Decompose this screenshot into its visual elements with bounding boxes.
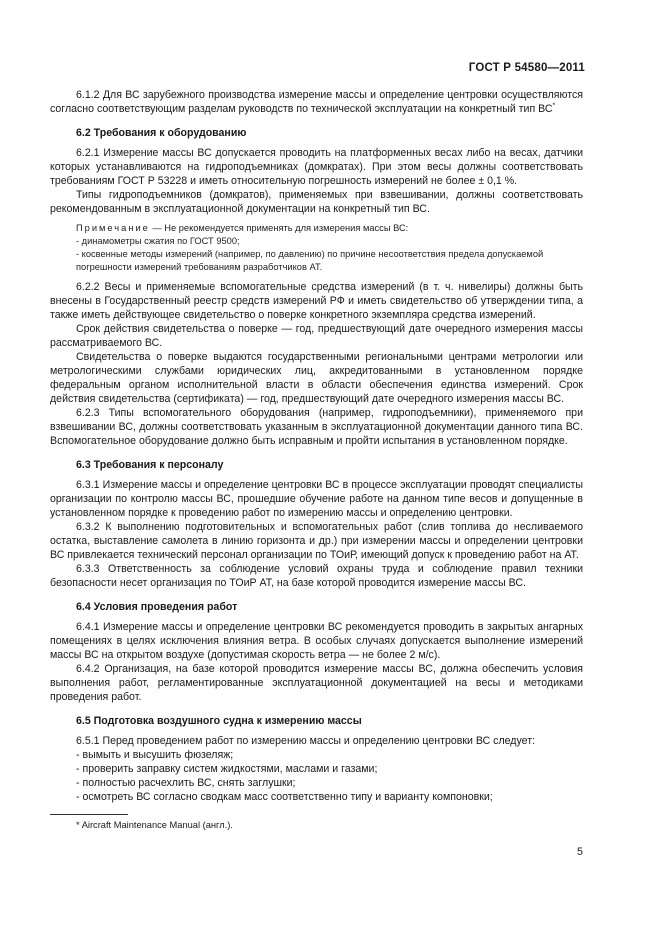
para-jacks-text: Типы гидроподъемников (домкратов), применяемых при взвешивании, должны соответствовать рекомендованным в эксплуатационной документации на конкретный тип ВС.	[50, 189, 583, 215]
para-6-2-3	[50, 406, 583, 448]
note-label: Примечание	[76, 223, 150, 233]
para-6-3-2-text: 6.3.2 К выполнению подготовительных и вспомогательных работ (слив топлива до несливаемого остатка, выставление самолета в линию горизонта и др.) при измерении массы и определении центровки ВС привлекается технический персонал организации по ТОиР, имеющий допуск к проведению работ на АТ.	[50, 521, 583, 561]
para-6-3-2	[50, 520, 583, 562]
para-6-2-1-text: 6.2.1 Измерение массы ВС допускается проводить на платформенных весах либо на весах, датчики которых устанавливаются на гидроподъемниках (домкратах). При этом весы должны соответствовать требованиям ГОСТ Р 53228 и иметь относительную погрешность измерений не более ± 0,1 %.	[50, 147, 583, 187]
para-6-5-1	[50, 734, 583, 748]
bullet-covers-text: - полностью расчехлить ВС, снять заглушки;	[76, 777, 296, 789]
para-6-1-2-text: 6.1.2 Для ВС зарубежного производства измерение массы и определение центровки осуществляются согласно соответствующим разделам руководств по технической эксплуатации на конкретный тип ВС	[50, 89, 583, 115]
page-number: 5	[577, 846, 583, 858]
para-validity	[50, 322, 583, 350]
para-jacks	[50, 188, 583, 216]
bullet-fluids-text: - проверить заправку систем жидкостями, маслами и газами;	[76, 763, 378, 775]
bullet-fuselage-text: - вымыть и высушить фюзеляж;	[76, 749, 234, 761]
note-item: - косвенные методы измерений (например, по давлению) по причине несоответствия предела допускаемой погрешности измерений требованиям разработчиков АТ.	[76, 249, 544, 272]
note-lead-text: — Не рекомендуется применять для измерения массы ВС:	[149, 223, 409, 233]
para-6-3-1	[50, 478, 583, 520]
para-6-1-2	[50, 88, 583, 116]
para-6-3-1-text: 6.3.1 Измерение массы и определение центровки ВС в процессе эксплуатации проводят специалисты организации по контролю массы ВС, прошедшие обучение работе на данном типе весов и допущенные в установленном порядке к проведению работ по измерению массы и определению центровки.	[50, 479, 583, 519]
note-item: - динамометры сжатия по ГОСТ 9500;	[76, 236, 240, 246]
bullet-covers	[50, 776, 583, 790]
document-body	[50, 88, 583, 832]
note-block	[50, 222, 583, 274]
bullet-inspect-text: - осмотреть ВС согласно сводкам масс соответственно типу и варианту компоновки;	[76, 791, 493, 803]
para-validity-text: Срок действия свидетельства о поверке — год, предшествующий дате очередного измерения массы рассматриваемого ВС.	[50, 323, 583, 349]
footnote-separator	[50, 814, 128, 815]
para-6-4-2	[50, 662, 583, 704]
para-certificate	[50, 350, 583, 406]
para-6-3-3-text: 6.3.3 Ответственность за соблюдение условий охраны труда и соблюдение правил техники безопасности несет организация по ТОиР АТ, на базе которой проводится измерение массы ВС.	[50, 563, 583, 589]
para-6-4-2-text: 6.4.2 Организация, на базе которой проводится измерение массы ВС, должна обеспечить условия выполнения работ, регламентированные эксплуатационной документацией на весы и методиками проведения работ.	[50, 663, 583, 703]
heading-6-2	[76, 126, 583, 140]
para-6-2-2-text: 6.2.2 Весы и применяемые вспомогательные средства измерений (в т. ч. нивелиры) должны быть внесены в Государственный реестр средств измерений РФ и иметь свидетельство об утверждении типа, а также иметь действующее свидетельство о поверке конкретного экземпляра средства измерений.	[50, 281, 583, 321]
bullet-fluids	[50, 762, 583, 776]
heading-6-4-text: 6.4 Условия проведения работ	[76, 601, 238, 613]
para-6-2-3-text: 6.2.3 Типы вспомогательного оборудования (например, гидроподъемники), применяемого при взвешивании ВС, должны соответствовать указанным в эксплуатационной документации данного типа ВС. Вспомогательное оборудование должно быть исправным и пройти испытания в установленном порядке.	[50, 407, 583, 447]
heading-6-5-text: 6.5 Подготовка воздушного судна к измерению массы	[76, 715, 362, 727]
document-code: ГОСТ Р 54580—2011	[468, 62, 585, 74]
heading-6-4	[76, 600, 583, 614]
note-lead	[50, 222, 583, 235]
footnote: * Aircraft Maintenance Manual (англ.).	[76, 820, 233, 830]
footnote-marker: *	[552, 102, 556, 110]
para-6-5-1-text: 6.5.1 Перед проведением работ по измерению массы и определению центровки ВС следует:	[76, 735, 536, 747]
para-6-4-1	[50, 620, 583, 662]
para-certificate-text: Свидетельства о поверке выдаются государственными региональными центрами метрологии или метрологическими службами юридических лиц, аккредитованными в установленном порядке федеральным органом исполнительной власти в области обеспечения единства измерений. Срок действия свидетельства (сертификата) — год, предшествующий дате очередного измерения массы ВС.	[50, 351, 583, 405]
para-6-4-1-text: 6.4.1 Измерение массы и определение центровки ВС рекомендуется проводить в закрытых ангарных помещениях в целях исключения влияния ветра. В особых случаях допускается выполнение измерений массы ВС на открытом воздухе (допустимая скорость ветра — не более 2 м/с).	[50, 621, 583, 661]
heading-6-3-text: 6.3 Требования к персоналу	[76, 459, 224, 471]
para-6-2-2	[50, 280, 583, 322]
heading-6-3	[76, 458, 583, 472]
heading-6-5	[76, 714, 583, 728]
bullet-fuselage	[50, 748, 583, 762]
heading-6-2-text: 6.2 Требования к оборудованию	[76, 127, 247, 139]
para-6-3-3	[50, 562, 583, 590]
para-6-2-1	[50, 146, 583, 188]
bullet-inspect	[50, 790, 583, 804]
